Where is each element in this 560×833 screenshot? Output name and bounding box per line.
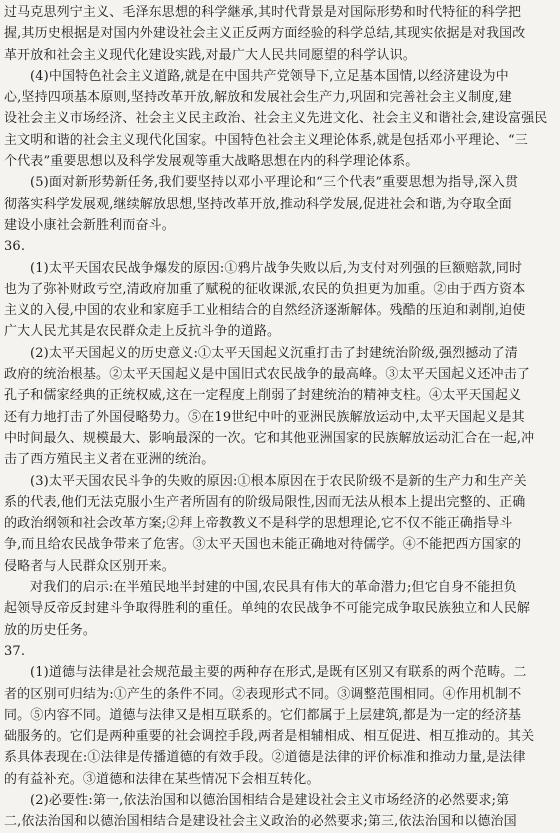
text-line: (2)太平天国起义的历史意义:①太平天国起义沉重打击了封建统治阶级,强烈撼动了清 <box>30 345 518 361</box>
document-body <box>4 2 554 833</box>
text-line: 对我们的启示:在半殖民地半封建的中国,农民具有伟大的革命潜力;但它自身不能担负 <box>30 580 517 596</box>
question-36-part-1 <box>4 258 554 343</box>
text-line: 握,其历史根据是对国内外建设社会主义正反两方面经验的科学总结,其现实依据是对我国改 <box>4 26 526 42</box>
question-37-part-2 <box>4 790 554 833</box>
question-37-number <box>4 641 554 662</box>
text-line: (3)太平天国农民斗争的失败的原因:①根本原因在于农民阶级不是新的生产力和生产关 <box>30 473 527 489</box>
text-line: 者的区别可归结为:①产生的条件不同。②表现形式不同。③调整范围相同。④作用机制不 <box>4 686 522 702</box>
text-line: 心,坚持四项基本原则,坚持改革开放,解放和发展社会生产力,巩固和完善社会主义制度,建 <box>4 90 512 106</box>
text-line: 也为了弥补财政亏空,清政府加重了赋税的征收课派,农民的负担更为加重。②由于西方资本 <box>4 281 526 297</box>
question-number: 37. <box>4 643 26 659</box>
text-line: 放的历史任务。 <box>4 622 97 638</box>
text-line: 孔子和儒家经典的正统权威,这在一定程度上削弱了封建统治的精神支柱。④太平天国起义 <box>4 388 522 404</box>
text-line: 同。⑤内容不同。道德与法律又是相互联系的。它们都属于上层建筑,都是为一定的经济基 <box>4 707 522 723</box>
text-line: 建设小康社会新胜利而奋斗。 <box>4 217 175 233</box>
text-line: 击了西方殖民主义者在亚洲的统治。 <box>4 452 215 468</box>
text-line: 个代表”重要思想以及科学发展观等重大战略思想在内的科学理论体系。 <box>4 154 419 170</box>
text-line: 设社会主义市场经济、社会主义民主政治、社会主义先进文化、社会主义和谐社会,建设富强民 <box>4 111 548 127</box>
text-line: 主文明和谐的社会主义现代化国家。中国特色社会主义理论体系,就是包括邓小平理论、“三 <box>4 132 528 148</box>
text-line: 政府的统治根基。②太平天国起义是中国旧式农民战争的最高峰。③太平天国起义还冲击了 <box>4 367 531 383</box>
text-line: 过马克思列宁主义、毛泽东思想的科学継承,其时代背景是对国际形势和时代特征的科学把 <box>4 5 522 20</box>
text-line: 彻落实科学发展观,继续解放思想,坚持改革开放,推动科学发展,促进社会和谐,为夺取全面 <box>4 196 512 212</box>
question-number: 36. <box>4 239 26 255</box>
paragraph-4 <box>4 66 554 172</box>
text-line: 还有力地打击了外国侵略势力。⑤在19世纪中叶的亚洲民族解放运动中,太平天国起义是其 <box>4 409 525 425</box>
question-37-part-1 <box>4 662 554 790</box>
text-line: 的有益补充。③道德和法律在某些情况下会相互转化。 <box>4 771 320 787</box>
text-line: (4)中国特色社会主义道路,就是在中国共产党领导下,立足基本国情,以经济建设为中 <box>30 68 509 84</box>
text-line: 中时间最久、规模最大、影响最深的一次。它和其他亚洲国家的民族解放运动汇合在一起,冲 <box>4 430 535 446</box>
paragraph-5 <box>4 172 554 236</box>
text-line: (1)太平天国农民战争爆发的原因:①鸦片战争失败以后,为支付对列强的巨额赔款,同时 <box>30 260 523 276</box>
text-line: 广大人民尤其是农民群众走上反抗斗争的道路。 <box>4 324 281 340</box>
text-line: 二,依法治国和以德治国相结合是建设社会主义政治的必然要求;第三,依法治国和以德治国 <box>4 814 517 830</box>
text-line: 争,而且给农民战争带来了危害。③太平天国也未能正确地对待儒学。④不能把西方国家的 <box>4 537 522 553</box>
text-line: 系具体表现在:①法律是传播道德的有效手段。②道德是法律的评价标准和推动力量,是法律 <box>4 750 526 766</box>
text-line: 侵略者与人民群众区别开来。 <box>4 558 175 574</box>
intro-paragraph <box>4 2 554 66</box>
question-36-number <box>4 236 554 257</box>
text-line: 系的代表,他们无法克服小生产者所固有的阶级局限性,因而无法从根本上提出完整的、正确 <box>4 494 526 510</box>
text-line: 主义的入侵,中国的农业和家庭手工业相结合的自然经济逐渐解体。残酷的压迫和剥削,迫使 <box>4 303 526 319</box>
text-line: 的政治纲领和社会改革方案;②拜上帝教教义不是科学的思想理论,它不仅不能正确指导斗 <box>4 516 513 532</box>
question-36-part-2 <box>4 343 554 471</box>
question-36-inspiration <box>4 577 554 641</box>
text-line: 起领导反帝反封建斗争取得胜利的重任。单纯的农民战争不可能完成争取民族独立和人民解 <box>4 601 531 617</box>
text-line: 革开放和社会主义现代化建设实践,对最广大人民共同愿望的科学认识。 <box>4 47 416 63</box>
text-line: (1)道德与法律是社会规范最主要的两种存在形式,是既有区别又有联系的两个范畴。二 <box>30 665 527 681</box>
question-36-part-3 <box>4 471 554 577</box>
text-line: 础服务的。它们是两种重要的社会调控手段,两者是相辅相成、相互促进、相互推动的。其关 <box>4 729 535 745</box>
text-line: (2)必要性:第一,依法治国和以德治国相结合是建设社会主义市场经济的必然要求;第 <box>30 792 510 808</box>
text-line: (5)面对新形势新任务,我们要坚持以邓小平理论和“三个代表”重要思想为指导,深入贯 <box>30 175 519 191</box>
